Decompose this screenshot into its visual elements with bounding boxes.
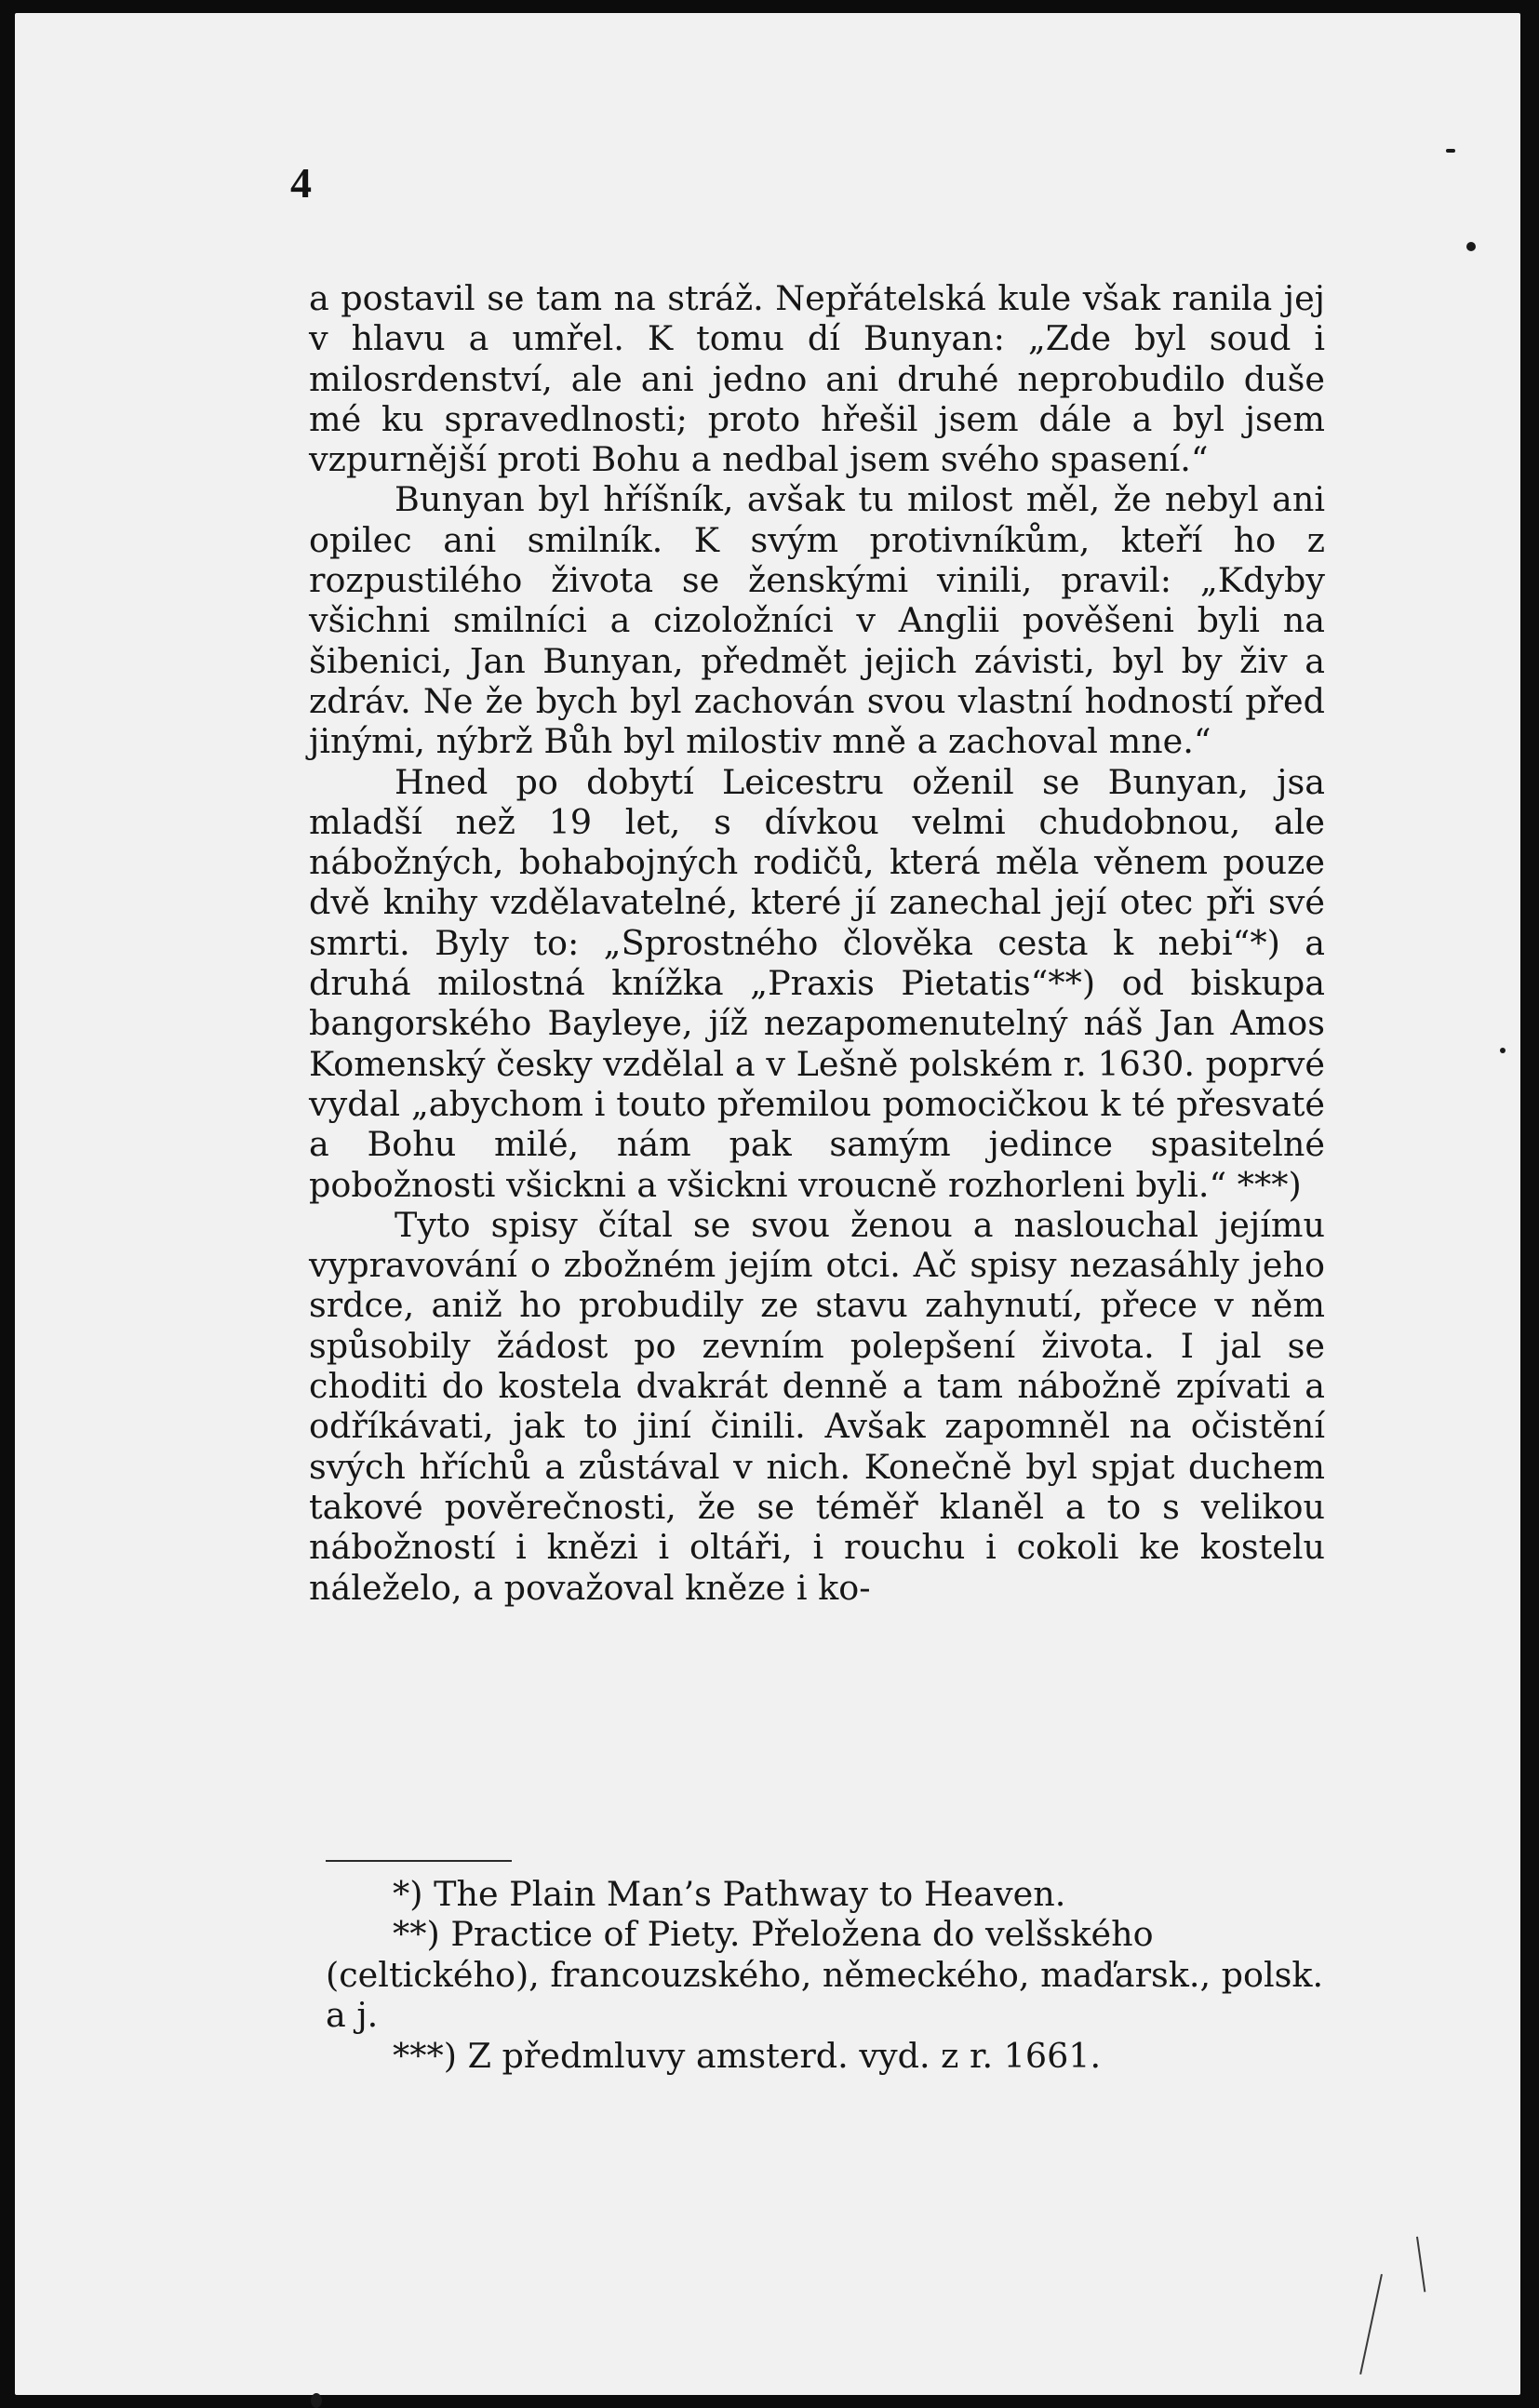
paragraph-2: Bunyan byl hříšník, avšak tu milost měl, že nebyl ani opilec ani smilník. K svým protivníkům, kteří ho z rozpustilého života se ženskými vinili, pravil: „Kdyby všichni smilníci a cizoložníci v Anglii pověšeni byli na šibenici, Jan Bunyan, předmět jejich závisti, byl by živ a zdráv. Ne že bych byl zachován svou vlastní hodností před jinými, nýbrž Bůh byl milostiv mně a zachoval mne.“: [309, 479, 1325, 762]
scan-speck: [1466, 242, 1476, 251]
scan-speck: [1500, 1048, 1506, 1053]
scan-speck: [1446, 149, 1455, 153]
book-page: [15, 13, 1520, 2395]
footnote-3: ***) Z předmluvy amsterd. vyd. z r. 1661.: [393, 2035, 1102, 2076]
main-text: [309, 278, 1325, 1608]
paragraph-4: Tyto spisy čítal se svou ženou a naslouchal jejímu vypravování o zbožném jejím otci. Ač spisy nezasáhly jeho srdce, aniž ho probudily ze stavu zahynutí, přece v něm spůsobily žádost po zevním polepšení života. I jal se choditi do kostela dvakrát denně a tam nábožně zpívati a odříkávati, jak to jiní činili. Avšak zapomněl na očistění svých hříchů a zůstával v nich. Konečně byl spjat duchem takové pověrečnosti, že se téměř klaněl a to s velikou nábožností i knězi i oltáři, i rouchu i cokoli ke kostelu náleželo, a považoval kněze i ko-: [309, 1204, 1325, 1608]
footnote-1: *) The Plain Man’s Pathway to Heaven.: [393, 1874, 1066, 1914]
page-number: 4: [290, 159, 312, 207]
scan-scratch: [1359, 2274, 1383, 2375]
paragraph-1: a postavil se tam na stráž. Nepřátelská kule však ranila jej v hlavu a umřel. K tomu dí Bunyan: „Zde byl soud i milosrdenství, ale ani jedno ani druhé neprobudilo duše mé ku spravedlnosti; proto hřešil jsem dále a byl jsem vzpurnější proti Bohu a nedbal jsem svého spasení.“: [309, 278, 1325, 480]
scan-speck: [311, 2393, 322, 2408]
paragraph-3: Hned po dobytí Leicestru oženil se Bunyan, jsa mladší než 19 let, s dívkou velmi chudobnou, ale nábožných, bohabojných rodičů, která měla věnem pouze dvě knihy vzdělavatelné, které jí zanechal její otec při své smrti. Byly to: „Sprostného člověka cesta k nebi“*) a druhá milostná knížka „Praxis Pietatis“**) od biskupa bangorského Bayleye, jíž nezapomenutelný náš Jan Amos Komenský česky vzdělal a v Lešně polském r. 1630. poprvé vydal „abychom i touto přemilou pomocičkou k té přesvaté a Bohu milé, nám pak samým jedince spasitelné pobožnosti všickni a všickni vroucně rozhorleni byli.“ ***): [309, 761, 1325, 1205]
footnotes: [326, 1874, 1332, 2076]
footnote-2: **) Practice of Piety. Přeložena do velšského (celtického), francouzského, německého, maďarsk., polsk. a j.: [326, 1914, 1324, 2036]
footnote-divider: [326, 1860, 512, 1862]
scan-scratch: [1416, 2237, 1425, 2293]
